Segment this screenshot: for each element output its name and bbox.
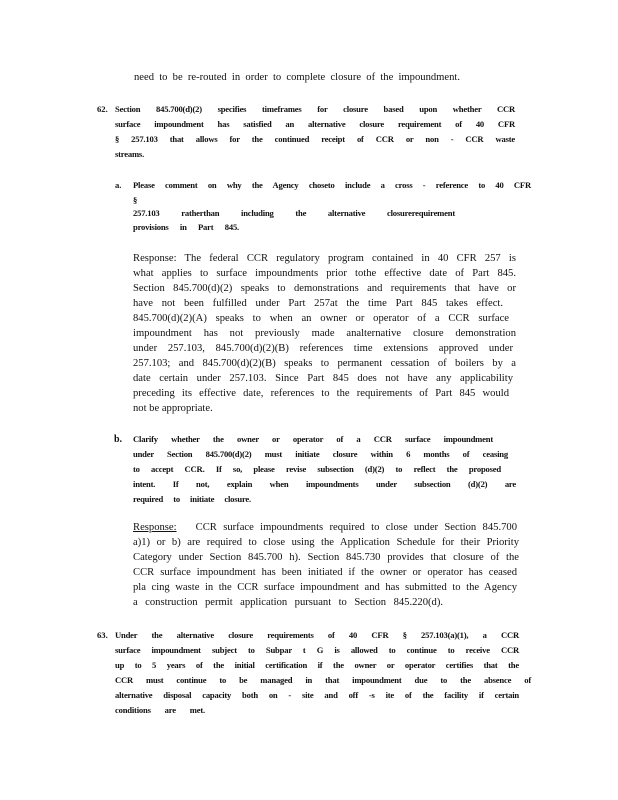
response-line: Section 845.700(d)(2) speaks to demonstrations and requirements that have or [133, 283, 516, 294]
response-label: Response: [133, 522, 177, 533]
question-line: intent. If not, explain when impoundments under subsection (d)(2) are [133, 479, 516, 489]
response-line: a construction permit application pursuant to Section 845.220(d). [133, 597, 443, 608]
response-first-line-text: CCR surface impoundments required to close under Section 845.700 [195, 522, 517, 533]
response-line: 257.103; and 845.700(d)(2)(B) speaks to permanent cessation of boilers by a [133, 358, 516, 369]
response-line: CCR surface impoundment has been initiated if the owner or operator has ceased [133, 567, 517, 578]
item-63-line: alternative disposal capacity both on - site and off -s ite of the facility if certain [115, 690, 519, 700]
response-line [133, 522, 517, 533]
item-62b-marker: b. [114, 434, 123, 445]
response-line: not be appropriate. [133, 403, 213, 414]
item-63-line: conditions are met. [115, 705, 205, 715]
response-line: what applies to surface impoundments prior tothe effective date of Part 845. [133, 268, 516, 279]
question-line: required to initiate closure. [133, 494, 251, 504]
question-line: § [133, 195, 138, 205]
item-63-line: up to 5 years of the initial certification if the owner or operator certifies that the [115, 660, 519, 670]
response-line: a)1) or b) are required to close using the Application Schedule for their Priority [133, 537, 519, 548]
intro-line: need to be re-routed in order to complete closure of the impoundment. [134, 72, 460, 83]
response-line: Response: The federal CCR regulatory program contained in 40 CFR 257 is [133, 253, 516, 264]
question-line: under Section 845.700(d)(2) must initiate closure within 6 months of ceasing [133, 449, 508, 459]
item-63-line: surface impoundment subject to Subpar t G is allowed to continue to receive CCR [115, 645, 519, 655]
item-62-number: 62. [97, 104, 108, 114]
item-63-line: CCR must continue to be managed in that impoundment due to the absence of [115, 675, 531, 685]
response-line: impoundment has not previously made analternative closure demonstration [133, 328, 516, 339]
response-line: Category under Section 845.700 h). Section 845.730 provides that closure of the [133, 552, 519, 563]
response-line: date certain under 257.103. Since Part 845 does not have any applicability [133, 373, 513, 384]
question-line: 257.103 ratherthan including the alternative closurerequirement [133, 208, 455, 218]
response-line: pla cing waste in the CCR surface impoundment and has submitted to the Agency [133, 582, 517, 593]
question-line: Clarify whether the owner or operator of a CCR surface impoundment [133, 434, 493, 444]
question-line: provisions in Part 845. [133, 222, 239, 232]
item-62-line: § 257.103 that allows for the continued receipt of CCR or non - CCR waste [115, 134, 515, 144]
response-line: have not been fulfilled under Part 257at the time Part 845 takes effect. [133, 298, 503, 309]
item-63-number: 63. [97, 630, 108, 640]
item-63-line: Under the alternative closure requirements of 40 CFR § 257.103(a)(1), a CCR [115, 630, 519, 640]
item-62-line: streams. [115, 149, 145, 159]
question-line: to accept CCR. If so, please revise subsection (d)(2) to reflect the proposed [133, 464, 501, 474]
item-62-line: Section 845.700(d)(2) specifies timeframes for closure based upon whether CCR [115, 104, 515, 114]
response-line: preceding its effective date, references to the requirements of Part 845 would [133, 388, 509, 399]
response-line: under 257.103, 845.700(d)(2)(B) references time extensions approved under [133, 343, 513, 354]
item-62-line: surface impoundment has satisfied an alternative closure requirement of 40 CFR [115, 119, 515, 129]
question-line: Please comment on why the Agency choseto include a cross - reference to 40 CFR [133, 180, 531, 190]
item-62a-marker: a. [115, 180, 122, 190]
response-line: 845.700(d)(2)(A) speaks to when an owner or operator of a CCR surface [133, 313, 509, 324]
